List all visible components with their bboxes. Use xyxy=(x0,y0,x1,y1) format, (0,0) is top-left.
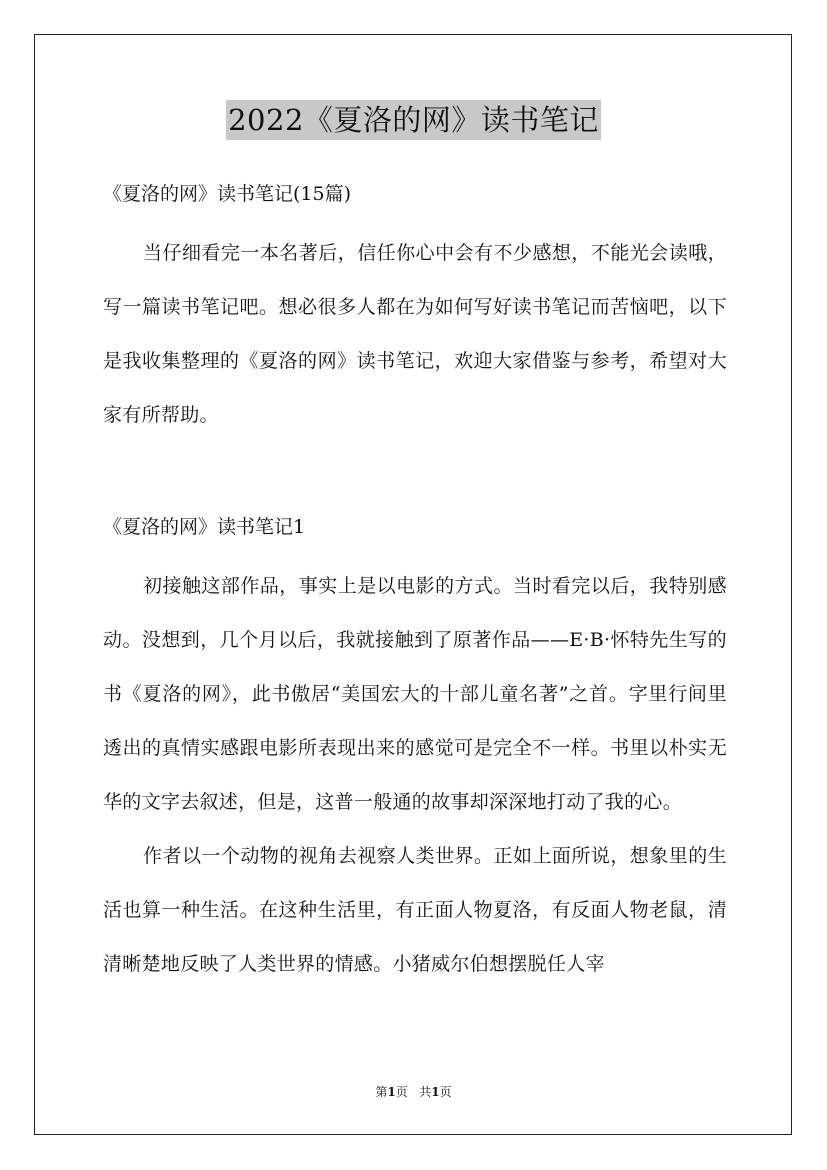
body-paragraph-1: 初接触这部作品，事实上是以电影的方式。当时看完以后，我特别感动。没想到，几个月以后，我就接触到了原著作品——E·B·怀特先生写的书《夏洛的网》，此书傲居“美国宏大的十部儿童名著”之首。字里行间里透出的真情实感跟电影所表现出来的感觉可是完全不一样。书里以朴实无华的文字去叙述，但是，这普一般通的故事却深深地打动了我的心。 xyxy=(103,575,727,813)
document-subtitle: 《夏洛的网》读书笔记(15篇) xyxy=(103,183,352,205)
footer-page-prefix: 第 xyxy=(375,1085,388,1099)
footer-page-number: 1 xyxy=(387,1085,396,1099)
document-title-text: 2022《夏洛的网》读书笔记 xyxy=(226,100,601,140)
intro-paragraph: 当仔细看完一本名著后，信任你心中会有不少感想，不能光会读哦，写一篇读书笔记吧。想必很多人都在为如何写好读书笔记而苦恼吧，以下是我收集整理的《夏洛的网》读书笔记，欢迎大家借鉴与参考，希望对大家有所帮助。 xyxy=(103,242,727,426)
footer-total-prefix: 共 xyxy=(419,1085,432,1099)
section-heading: 《夏洛的网》读书笔记1 xyxy=(103,516,306,538)
footer-total-number: 1 xyxy=(431,1085,440,1099)
footer-total-suffix: 页 xyxy=(439,1085,452,1099)
footer-page-suffix: 页 xyxy=(395,1085,408,1099)
document-body xyxy=(103,174,727,991)
page-footer xyxy=(0,1083,827,1100)
document-title xyxy=(0,100,827,140)
body-paragraph-2: 作者以一个动物的视角去视察人类世界。正如上面所说，想象里的生活也算一种生活。在这种生活里，有正面人物夏洛，有反面人物老鼠，清清晰楚地反映了人类世界的情感。小猪威尔伯想摆脱任人宰 xyxy=(103,845,727,975)
